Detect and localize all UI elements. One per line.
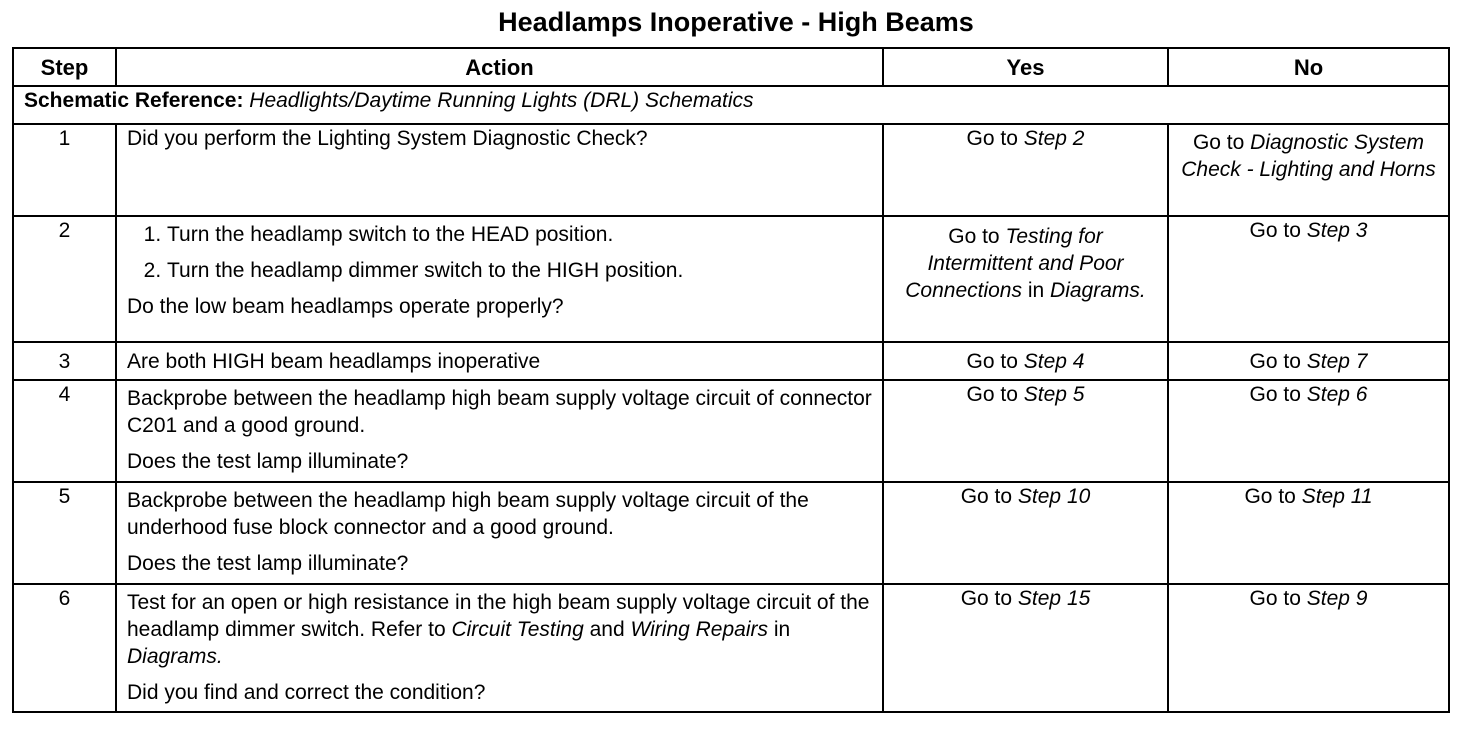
- action-cell: [116, 482, 883, 584]
- yes-prefix: Go to: [960, 587, 1013, 610]
- yes-cell: [883, 342, 1168, 380]
- action-question: Did you find and correct the condition?: [127, 681, 486, 704]
- header-no: No: [1168, 48, 1449, 86]
- no-prefix: Go to: [1249, 587, 1301, 610]
- substep-item: 2. Turn the headlamp dimmer switch to the HIGH position.: [167, 257, 872, 284]
- yes-link[interactable]: Step 5: [1023, 383, 1085, 406]
- yes-prefix: Go to: [966, 127, 1018, 150]
- no-cell: [1168, 482, 1449, 584]
- action-question: Do the low beam headlamps operate properly?: [127, 295, 564, 318]
- yes-prefix: Go to: [948, 225, 1000, 248]
- action-question: Does the test lamp illuminate?: [127, 552, 409, 575]
- yes-cell: [883, 216, 1168, 342]
- action-text: Are both HIGH beam headlamps inoperative: [127, 349, 541, 373]
- no-link[interactable]: Step 6: [1306, 383, 1368, 406]
- no-link[interactable]: Diagnostic System Check - Lighting and Horns: [1181, 131, 1436, 181]
- header-action: Action: [116, 48, 883, 86]
- no-prefix: Go to: [1249, 219, 1301, 242]
- step-number: 3: [13, 342, 116, 380]
- no-cell: [1168, 380, 1449, 482]
- action-cell: [116, 584, 883, 712]
- no-prefix: Go to: [1249, 383, 1301, 406]
- table-row: [13, 584, 1449, 712]
- action-cell: [116, 380, 883, 482]
- yes-cell: [883, 124, 1168, 216]
- header-row: [13, 48, 1449, 86]
- step-number: 4: [13, 380, 116, 482]
- yes-cell: [883, 380, 1168, 482]
- header-step: Step: [13, 48, 116, 86]
- action-cell: [116, 216, 883, 342]
- yes-link[interactable]: Step 4: [1023, 349, 1085, 373]
- diagnostic-table: [12, 47, 1450, 713]
- yes-prefix: Go to: [966, 383, 1018, 406]
- schematic-value: Headlights/Daytime Running Lights (DRL) Schematics: [249, 89, 754, 112]
- table-row: [13, 124, 1449, 216]
- no-cell: [1168, 216, 1449, 342]
- yes-prefix: Go to: [960, 485, 1013, 508]
- page-title: Headlamps Inoperative - High Beams: [498, 7, 974, 37]
- wiring-repairs-link[interactable]: Wiring Repairs: [630, 618, 768, 641]
- yes-cell: [883, 482, 1168, 584]
- step-number: 1: [13, 124, 116, 216]
- circuit-testing-link[interactable]: Circuit Testing: [451, 618, 584, 641]
- no-link[interactable]: Step 11: [1301, 485, 1373, 508]
- yes-cell: [883, 584, 1168, 712]
- table-row: [13, 216, 1449, 342]
- schematic-reference: [13, 86, 1449, 124]
- table-row: [13, 342, 1449, 380]
- step-number: 5: [13, 482, 116, 584]
- action-text: Backprobe between the headlamp high beam supply voltage circuit of the underhood fuse block connector and a good ground.: [127, 489, 809, 539]
- no-link[interactable]: Step 3: [1306, 219, 1368, 242]
- no-prefix: Go to: [1192, 131, 1245, 154]
- yes-prefix: Go to: [966, 349, 1018, 373]
- schematic-label: Schematic Reference:: [24, 89, 244, 112]
- no-link[interactable]: Step 7: [1306, 349, 1368, 373]
- action-text: Did you perform the Lighting System Diagnostic Check?: [127, 127, 648, 150]
- step-number: 6: [13, 584, 116, 712]
- no-prefix: Go to: [1249, 349, 1301, 373]
- no-prefix: Go to: [1244, 485, 1296, 508]
- no-cell: [1168, 124, 1449, 216]
- action-text: Backprobe between the headlamp high beam supply voltage circuit of connector C201 and a good ground.: [127, 387, 872, 437]
- yes-link[interactable]: Step 2: [1023, 127, 1085, 150]
- no-link[interactable]: Step 9: [1306, 587, 1368, 610]
- yes-mid: in: [1027, 279, 1045, 302]
- step-number: 2: [13, 216, 116, 342]
- no-cell: [1168, 342, 1449, 380]
- header-yes: Yes: [883, 48, 1168, 86]
- yes-link[interactable]: Step 15: [1017, 587, 1091, 610]
- substep-item: 1. Turn the headlamp switch to the HEAD position.: [167, 221, 872, 248]
- action-text: Test for an open or high resistance in the high beam supply voltage circuit of the headlamp dimmer switch. Refer to Circuit Testing and Wiring Repairs in Diagrams.: [127, 591, 870, 668]
- schematic-row: [13, 86, 1449, 124]
- table-row: [13, 380, 1449, 482]
- action-cell: [116, 342, 883, 380]
- no-cell: [1168, 584, 1449, 712]
- yes-link[interactable]: Testing for Intermittent and Poor Connections: [905, 225, 1124, 302]
- diagrams-link[interactable]: Diagrams.: [127, 645, 223, 668]
- yes-link-2[interactable]: Diagrams.: [1050, 279, 1146, 302]
- table-row: [13, 482, 1449, 584]
- action-question: Does the test lamp illuminate?: [127, 450, 409, 473]
- action-cell: [116, 124, 883, 216]
- substep-list: [127, 221, 872, 284]
- yes-link[interactable]: Step 10: [1017, 485, 1091, 508]
